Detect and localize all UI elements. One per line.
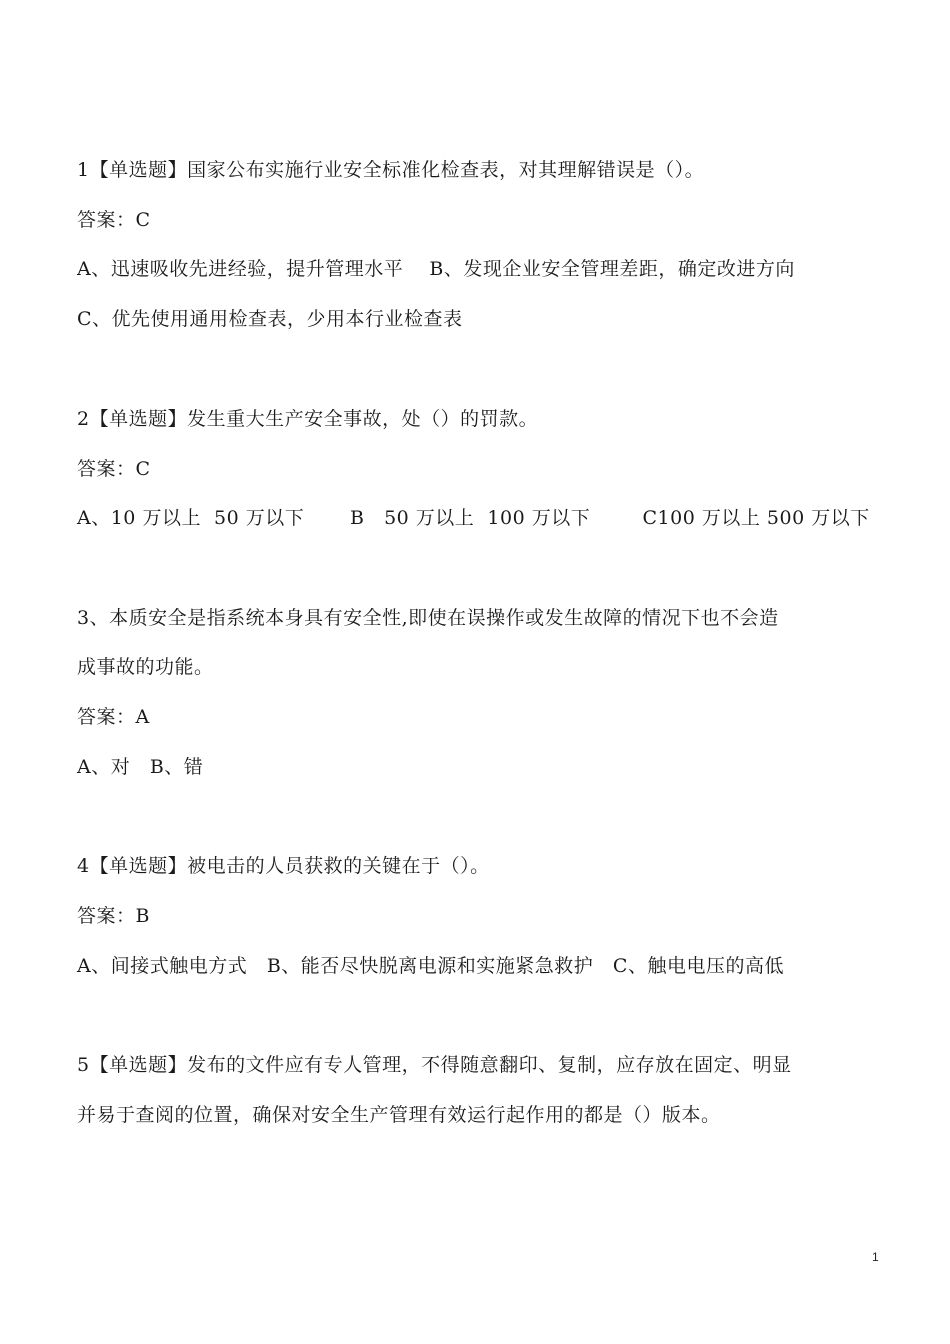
question-3-options: A、对 B、错 bbox=[77, 756, 204, 778]
question-2-options: A、10 万以上 50 万以下 B 50 万以上 100 万以下 C100 万以上 500 万以下 bbox=[77, 507, 870, 529]
question-1-options-line-2: C、优先使用通用检查表，少用本行业检查表 bbox=[77, 308, 463, 330]
question-4-answer: 答案：B bbox=[77, 905, 150, 927]
question-3-stem-line-2: 成事故的功能。 bbox=[77, 656, 214, 678]
question-1-answer: 答案：C bbox=[77, 209, 151, 231]
question-4-options: A、间接式触电方式 B、能否尽快脱离电源和实施紧急救护 C、触电电压的高低 bbox=[77, 955, 784, 977]
question-1-stem: 1【单选题】国家公布实施行业安全标准化检查表，对其理解错误是（）。 bbox=[77, 159, 705, 181]
question-2-stem: 2【单选题】发生重大生产安全事故，处（）的罚款。 bbox=[77, 408, 539, 430]
question-2-answer: 答案：C bbox=[77, 458, 151, 480]
question-1-options-line-1: A、迅速吸收先进经验，提升管理水平 B、发现企业安全管理差距，确定改进方向 bbox=[77, 258, 795, 280]
question-3-stem-line-1: 3、本质安全是指系统本身具有安全性,即使在误操作或发生故障的情况下也不会造 bbox=[77, 607, 779, 629]
question-3-answer: 答案：A bbox=[77, 706, 150, 728]
question-4-stem: 4【单选题】被电击的人员获救的关键在于（）。 bbox=[77, 855, 490, 877]
page-number: 1 bbox=[872, 1250, 879, 1264]
question-5-stem-line-1: 5【单选题】发布的文件应有专人管理，不得随意翻印、复制，应存放在固定、明显 bbox=[77, 1054, 792, 1076]
question-5-stem-line-2: 并易于查阅的位置，确保对安全生产管理有效运行起作用的都是（）版本。 bbox=[77, 1104, 721, 1126]
